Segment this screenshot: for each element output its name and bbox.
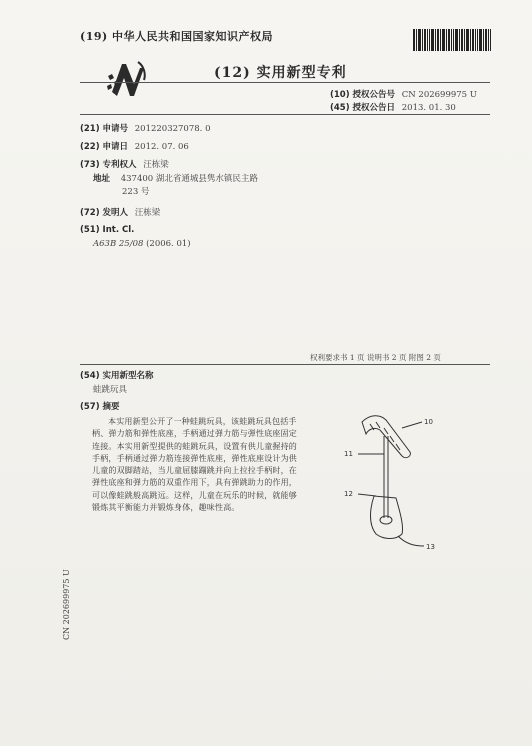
patentee-row (80, 158, 169, 170)
publication-date-label: (45) 授权公告日 (330, 103, 396, 113)
publication-date-row (330, 101, 456, 113)
biblio-divider (80, 114, 490, 115)
inventor-value: 汪栋梁 (134, 208, 161, 218)
header-divider (80, 82, 490, 83)
patent-office-header: (19) 中华人民共和国国家知识产权局 (80, 30, 274, 43)
publication-number-value: CN 202699975 U (401, 90, 477, 100)
patentee-label: (73) 专利权人 (80, 160, 137, 170)
intcl-label-row (80, 225, 134, 235)
elastic-base-drawing (371, 496, 403, 539)
intcl-code: A63B 25/08 (93, 239, 144, 249)
abstract-label-row (80, 400, 120, 412)
publication-date-value: 2013. 01. 30 (401, 103, 456, 113)
abstract-label: (57) 摘要 (80, 402, 120, 412)
filing-date-value: 2012. 07. 06 (134, 142, 189, 152)
utility-model-title: 蛙跳玩具 (93, 385, 128, 395)
title-label-row (80, 369, 154, 381)
publication-number-row (330, 88, 477, 100)
address-label: 地址 (93, 174, 111, 184)
address-row (93, 172, 258, 184)
application-number-value: 201220327078. 0 (134, 124, 211, 134)
filing-date-row (80, 140, 189, 152)
filing-date-label: (22) 申请日 (80, 142, 129, 152)
figure-label-12: 12 (344, 490, 353, 498)
figure-label-10: 10 (424, 418, 433, 426)
page-count-summary: 权利要求书 1 页 说明书 2 页 附图 2 页 (310, 353, 441, 362)
abstract-body (92, 416, 297, 514)
application-number-label: (21) 申请号 (80, 124, 129, 134)
abstract-paragraph: 本实用新型公开了一种蛙跳玩具，该蛙跳玩具包括手柄、弹力筋和弹性底座，手柄通过弹力筋与弹性底座固定连接。本实用新型提供的蛙跳玩具，设置有供儿童握持的手柄，手柄通过弹力筋连接弹性底座，弹性底座设计为供儿童的双脚踏站，当儿童屈膝蹦跳并向上拉拉手柄时，在弹性底座和弹力筋的双重作用下，具有弹跳助力的作用，可以像蛙跳般高跳远。这样，儿童在玩乐的时候，就能够锻炼其平衡能力并锻炼身体，趣味性高。 (92, 417, 297, 513)
intcl-label: (51) Int. Cl. (80, 225, 135, 235)
intcl-row (93, 239, 191, 249)
address-line-1: 437400 湖北省通城县隽水镇民主路 (120, 174, 258, 184)
patent-office-logo (104, 56, 150, 100)
utility-model-title-label: (54) 实用新型名称 (80, 371, 154, 381)
elastic-cord-drawing (384, 436, 388, 518)
inventor-row (80, 206, 160, 218)
address-line-2: 223 号 (122, 187, 150, 197)
intcl-version: (2006. 01) (146, 239, 191, 249)
frog-jump-toy-figure (340, 408, 450, 558)
abstract-divider (80, 364, 490, 365)
barcode-image (413, 29, 491, 51)
application-number-row (80, 122, 210, 134)
publication-number-label: (10) 授权公告号 (330, 90, 396, 100)
figure-label-13: 13 (426, 543, 435, 551)
figure-label-11: 11 (344, 450, 353, 458)
patentee-value: 汪栋梁 (143, 160, 169, 170)
side-publication-code: CN 202699975 U (62, 569, 71, 640)
handle-drawing (362, 416, 410, 458)
document-type-title: (12) 实用新型专利 (214, 65, 347, 81)
inventor-label: (72) 发明人 (80, 208, 129, 218)
